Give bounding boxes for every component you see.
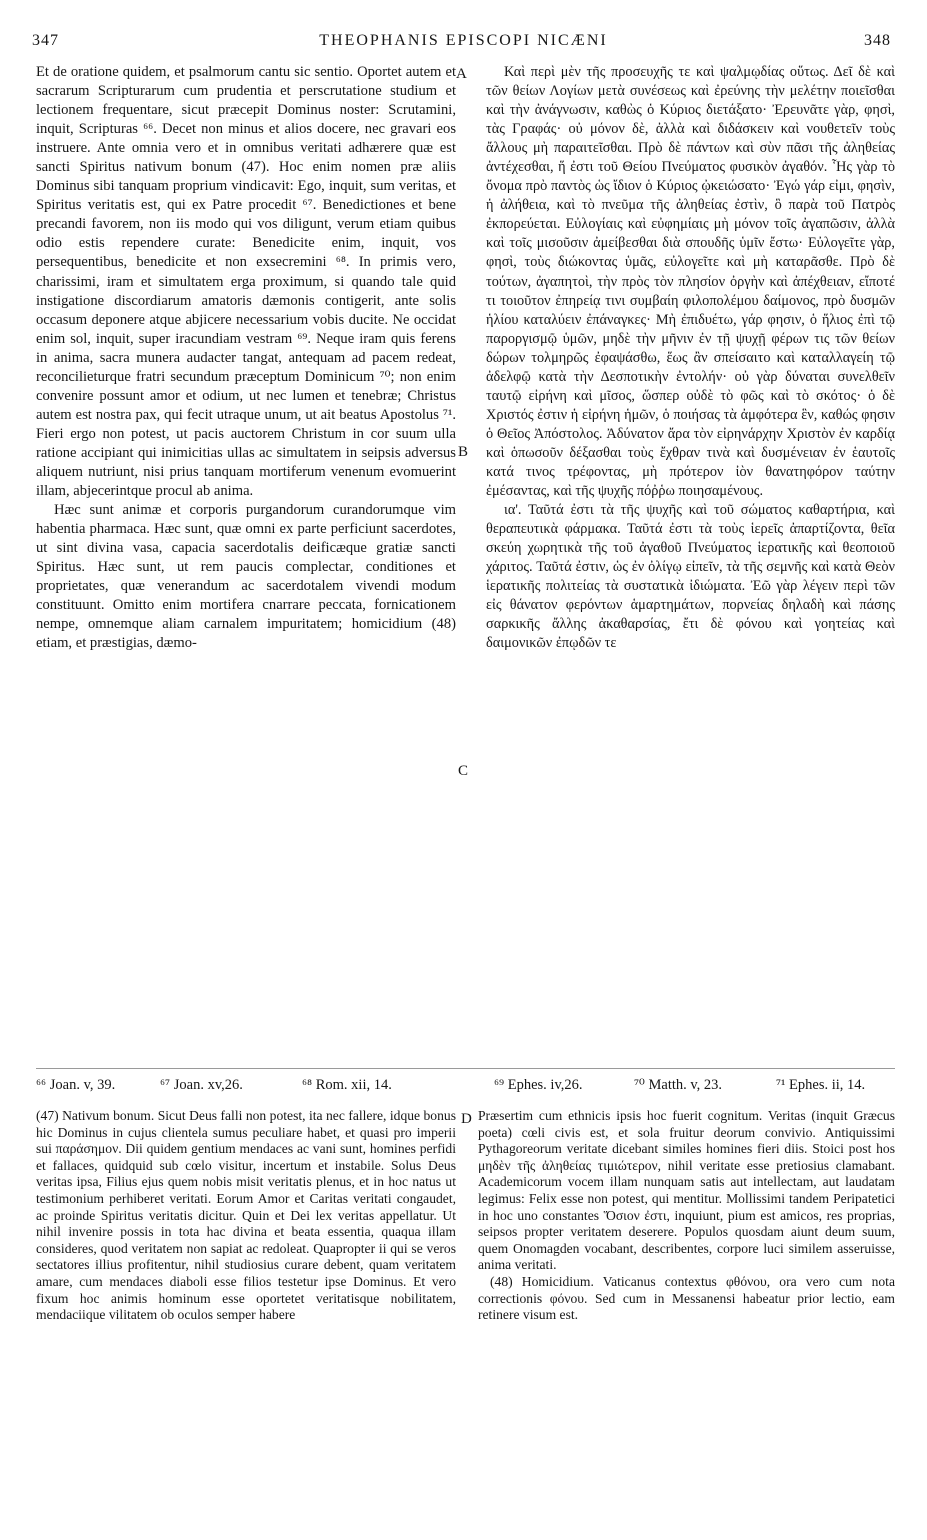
greek-paragraph-2: ια'. Ταῦτά ἐστι τὰ τῆς ψυχῆς καὶ τοῦ σώματος καθαρτήρια, καὶ θεραπευτικὰ φάρμακα. Ταῦτά ἐστι τὰ τοὺς ἱερεῖς ἀπαρτίζοντα, θεῖα σκεύη χωρητικὰ τῆς τοῦ ἀγαθοῦ Πνεύματος ἱερατικῆς καὶ θεοποιοῦ χάριτος. Ταῦτά ἐστιν, ὡς ἐν ὀλίγῳ εἰπεῖν, τὰ τῆς σεμνῆς καὶ κατὰ Θεὸν ἱερατικῆς πολιτείας τὰ συστατικὰ ἰδιώματα. Ἐῶ γὰρ λέγειν περὶ τῶν εἰς θάνατον φερόντων ἁμαρτημάτων, πορνείας δηλαδὴ καὶ πάσης σαρκικῆς ἄλλης ἀκαθαρσίας, ἔτι δὲ φόνου καὶ γοητείας καὶ δαιμονικῶν ἐπῳδῶν τε	[486, 502, 895, 652]
page-number-left: 347	[32, 32, 59, 49]
latin-column	[36, 63, 456, 653]
footnote-66: ⁶⁶ Joan. v, 39.	[36, 1077, 116, 1093]
scripture-references	[36, 1075, 895, 1097]
notes-right-column	[478, 1108, 895, 1324]
greek-column	[486, 63, 895, 653]
latin-paragraph-1: Et de oratione quidem, et psalmorum cantu sic sentio. Oportet autem et sacrarum Scripturarum cum prudentia et perscrutatione studium et lectionem frequentare, sicut præcepit Dominus noster: Scrutamini, inquit, Scripturas ⁶⁶. Decet non minus et alios docere, nec gravari eos instruere. Ante omnia vero et in omnibus veritati adhærere quæ est sancti Spiritus nativum bonum (47). Hoc enim nomen præ aliis Dominus sibi tanquam proprium vindicavit: Ego, inquit, sum veritas, et Spiritus veritatis est, qui ex Patre procedit ⁶⁷. Benedictiones et bene precandi favorem, non iis modo qui vos diligunt, verum etiam quibus odio estis rependere curate: Benedicite enim, inquit, vos persequentibus, benedicite et non exsecremini ⁶⁸. In primis vero, charissimi, iram et simultatem erga proximum, si quando tale quid instigatione discordiarum amatoris dæmonis contigerit, ante solis occasum deponere atque abjicere necessarium vobis ducite. Ne occidat enim sol, inquit, super iracundiam vestram ⁶⁹. Neque iram quis ferens in anima, sacra munera audacter tangat, antequam ad pacem redeat, reconcilieturque fratri secundum præceptum Dominicum ⁷⁰; non enim convenire possunt amor et odium, ut nec lumen et tenebræ; Christus autem est nostra pax, qui fecit utraque unum, ut ait beatus Apostolus ⁷¹. Fieri ergo non potest, ut pacis auctorem Christum in cor suum ulla ratione accipiant qui inimicitias ullas ac simultatem in seipsis adversus aliquem nutriunt, nisi prius tanquam mortiferum venenum evomuerint illam, abjecerintque procul ab anima.	[36, 64, 456, 500]
page-number-right: 348	[864, 32, 891, 49]
margin-marker-b: B	[458, 444, 469, 460]
divider-line	[36, 1068, 895, 1069]
greek-paragraph-1: Καὶ περὶ μὲν τῆς προσευχῆς τε καὶ ψαλμῳδίας οὕτως. Δεῖ δὲ καὶ τῶν θείων Λογίων μετὰ συνέσεως καὶ ἐρεύνης τὴν μελέτην ποιεῖσθαι καὶ τὴν ἀνάγνωσιν, καθὼς ὁ Κύριος διετάξατο· Ἐρευνᾶτε γὰρ, φησὶ, τὰς Γραφάς· οὐ μόνον δὲ, ἀλλὰ καὶ διδάσκειν καὶ νουθετεῖν τοὺς ἄλλους μὴ παραιτεῖσθαι. Πρὸ δὲ πάντων καὶ σὺν πᾶσι τῆς ἀληθείας ἀντέχεσθαι, ἥ ἐστι τοῦ Θείου Πνεύματος φυσικὸν ἀγαθόν. Ἧς γὰρ τὸ ὄνομα πρὸ παντὸς ὡς ἴδιον ὁ Κύριος ᾠκειώσατο· Ἐγώ γάρ εἰμι, φησὶν, ἡ ἀλήθεια, καὶ τὸ πνεῦμα τῆς ἀληθείας ἐστὶν, ὃ παρὰ τοῦ Πατρὸς ἐκπορεύεται. Εὐλογίαις καὶ εὐφημίαις μὴ μόνον τοῖς ἀγαπῶσιν, ἀλλὰ καὶ τοῖς μισοῦσιν ἀμείβεσθαι διὰ σπουδῆς ὑμῖν ἔστω· Εὐλογεῖτε γὰρ, φησὶ, τοὺς διώκοντας ὑμᾶς, εὐλογεῖτε καὶ μὴ καταρᾶσθε. Πρὸ δὲ τούτων, ἀγαπητοὶ, τὴν πρὸς τὸν πλησίον ὀργὴν καὶ ἀπέχθειαν, εἴποτέ τι τοιοῦτον ἐπηρείᾳ τινι συμβαίη φιλοπολέμου δαίμονος, πρὸ δυσμῶν ἡλίου καταλύειν ἐπάναγκες· Μὴ ἐπιδυέτω, γάρ φησιν, ὁ ἥλιος ἐπὶ τῷ παροργισμῷ ὑμῶν, μηδὲ τὴν μῆνιν ἐν τῇ ψυχῇ φέρων τις τῶν θείων δώρων τολμηρῶς ἐφαψάσθω, ἕως ἂν σπείσαιτο καὶ καταλλαγείη τῷ ἀδελφῷ κατὰ τὴν Δεσποτικὴν ἐντολήν· οὐ γὰρ δύναται συνελθεῖν ταυτῷ εἰρήνη καὶ μῖσος, ὥσπερ οὐδὲ τὸ φῶς καὶ τὸ σκότος· ὁ δὲ Χριστός ἐστιν ἡ εἰρήνη ἡμῶν, ὁ ποιήσας τὰ ἀμφότερα ἓν, καθώς φησιν ὁ Θεῖος Ἀπόστολος. Ἀδύνατον ἄρα τὸν εἰρηνάρχην Χριστὸν ἐν καρδίᾳ καὶ ὁπωσοῦν δέξασθαι τοὺς ἔχθραν τινὰ καὶ δυσμένειαν ἐν ἑαυτοῖς κατά τινος τρέφοντας, μὴ πρότερον ἰὸν θανατηφόρον ταύτην ἐμέσαντας, καὶ τῆς ψυχῆς πόῤῥω ποιησαμένους.	[486, 64, 895, 500]
margin-marker-d: D	[461, 1111, 472, 1127]
notes-left-column	[36, 1108, 456, 1324]
footnote-68: ⁶⁸ Rom. xii, 14.	[302, 1077, 392, 1093]
note-48: (48) Homicidium. Vaticanus contextus φθόνου, ora vero cum nota correctionis φόνου. Sed cum in Messanensi habeatur prior lectio, eam retinere visum est.	[478, 1273, 895, 1323]
running-title: THEOPHANIS EPISCOPI NICÆNI	[319, 32, 608, 49]
footnote-71: ⁷¹ Ephes. ii, 14.	[776, 1077, 866, 1093]
footnote-70: ⁷⁰ Matth. v, 23.	[634, 1077, 723, 1093]
footnote-67: ⁶⁷ Joan. xv,26.	[160, 1077, 243, 1093]
footnote-69: ⁶⁹ Ephes. iv,26.	[494, 1077, 583, 1093]
margin-marker-a: A	[456, 66, 467, 82]
note-47-continued: Præsertim cum ethnicis ipsis hoc fuerit cognitum. Veritas (inquit Græcus poeta) cœli civis est, et sola fruitur deorum convivio. Antiquissimi Pythagoreorum veritate dicebant similes homines fieri diis. Stoici post hos μηδὲν τῆς ἀληθείας τιμιώτερον, nihil veritate esse pretiosius clamabant. Academicorum vocem illam nunquam satis aut intellectam, aut laudatam legimus: Felix esse non potest, qui mentitur. Mollissimi tandem Peripatetici in hoc uno constantes Ὅσιον ἐστι, inquiunt, pium est amicos, res proprias, seipsos propter veritatem deserere. Populos quosdam aiunt deum suum, quem Onomagden vocabant, describentes, corpore luci similem asseruisse, anima veritati.	[478, 1108, 895, 1273]
note-47: (47) Nativum bonum. Sicut Deus falli non potest, ita nec fallere, idque bonus hic Dominus in cujus clientela sumus peculiare habet, et quasi pro imperii sui παράσημον. Dii quidem gentium mendaces ac vani sunt, homines perfidi et fallaces, quidquid sub cœlo visitur, incertum et instabile. Solus Deus veritas ipsa, Filius ejus quem nobis misit veritatis plenus, et in hoc natus ut testimonium perhiberet veritati. Eorum Amor et Caritas veritati congaudet, ac proinde Spiritus veritatis dicitur. Quin et Dei lex veritas appellatur. Ut nihil invenire possis in tota hac divina et beata essentia, quaqua illam consideres, quod veritatem non sapiat ac redoleat. Quapropter ii qui se veros sectatores illius profitentur, nihil studiosius curare debent, quam veritatem amare, cum mendaces diaboli esse filios testetur ipse Dominus. Et vero fixum hoc animis hominum esse oportetet veritatisque nobilitatem, mendaciique vilitatem ob oculos semper habere	[36, 1108, 456, 1323]
latin-paragraph-2: Hæc sunt animæ et corporis purgandorum curandorumque vim habentia pharmaca. Hæc sunt, quæ omni ex parte perficiunt sacerdotes, ut sint divina vasa, capacia sacerdotalis deificæque gratiæ sancti Spiritus. Hæc sunt, ut rem paucis complectar, conditiones et proprietates, quæ venerandum ac sacerdotalem vivendi modum constituunt. Omitto enim mortifera cnarrare peccata, fornicationem nempe, omnemque aliam carnalem impuritatem; homicidium (48) etiam, et præstigias, dæmo-	[36, 502, 456, 652]
margin-marker-c: C	[458, 763, 469, 779]
